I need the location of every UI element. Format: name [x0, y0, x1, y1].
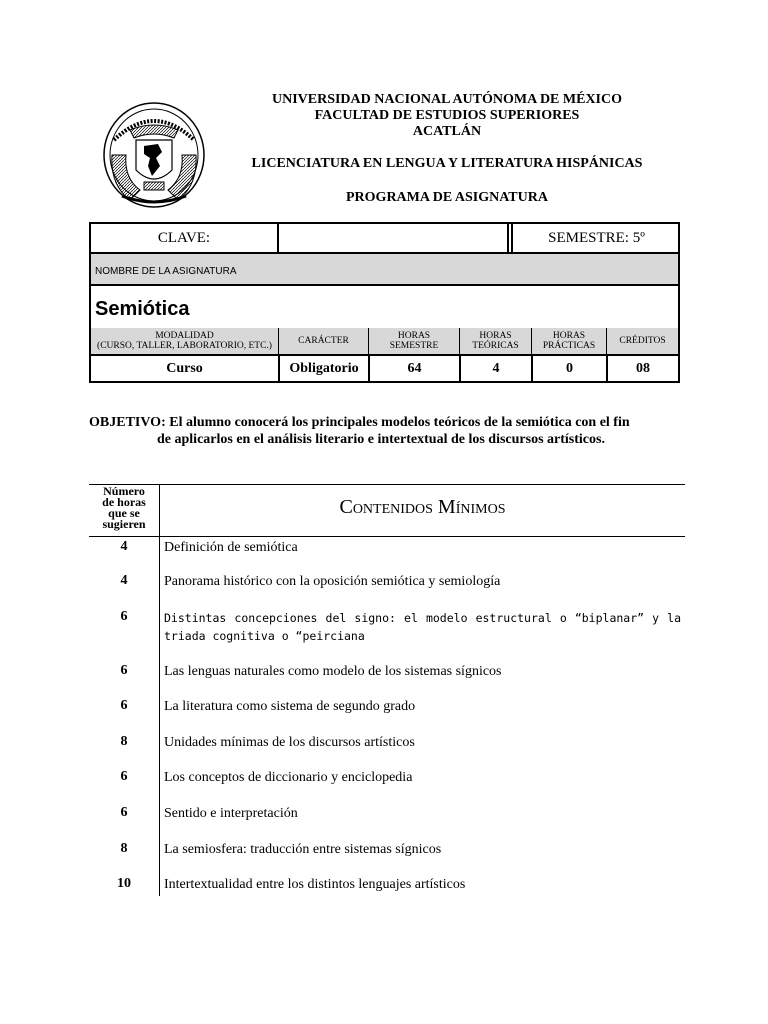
contents-top-rule — [89, 484, 685, 485]
horas-semestre-value: 64 — [368, 356, 459, 381]
contents-title: Contenidos Mínimos — [339, 496, 506, 518]
horas-semestre-header-line1: HORAS — [397, 331, 431, 341]
row-hours: 6 — [120, 805, 128, 820]
university-name: UNIVERSIDAD NACIONAL AUTÓNOMA DE MÉXICO — [271, 92, 623, 107]
course-info-table — [89, 222, 680, 383]
horas-teoricas-header-line1: HORAS — [479, 331, 512, 341]
modalidad-header-line1: MODALIDAD — [155, 331, 214, 341]
caracter-header — [278, 328, 368, 354]
row-hours: 4 — [120, 539, 128, 554]
row-topic: Los conceptos de diccionario y enciclopedia — [164, 770, 413, 785]
clave-row — [91, 224, 678, 254]
horas-practicas-header — [531, 328, 606, 354]
row-hours: 6 — [120, 663, 128, 678]
horas-semestre-header-line2: SEMESTRE — [389, 341, 439, 351]
objetivo-paragraph — [89, 414, 685, 448]
row-topic: Intertextualidad entre los distintos lenguajes artísticos — [164, 877, 466, 892]
row-hours: 6 — [120, 698, 128, 713]
caracter-header-text: CARÁCTER — [298, 336, 349, 346]
hours-header-line3: que se — [108, 506, 140, 520]
university-seal-icon — [100, 100, 208, 210]
modalidad-header — [91, 328, 278, 354]
clave-label: CLAVE: — [91, 224, 279, 252]
nombre-row — [91, 254, 678, 286]
contents-column-divider — [159, 484, 160, 896]
horas-teoricas-value: 4 — [459, 356, 531, 381]
hours-header-line4: sugieren — [102, 517, 146, 531]
clave-value — [279, 224, 509, 252]
horas-practicas-header-line2: PRÁCTICAS — [542, 341, 596, 351]
row-topic: Definición de semiótica — [164, 540, 298, 555]
nombre-label: NOMBRE DE LA ASIGNATURA — [95, 266, 237, 277]
hours-header-line1: Número — [103, 484, 145, 498]
program-title: PROGRAMA DE ASIGNATURA — [346, 190, 548, 205]
row-topic: Distintas concepciones del signo: el modelo estructural o “biplanar” y la triada cognitiva o “peirciana — [164, 611, 681, 643]
creditos-value: 08 — [606, 356, 678, 381]
row-hours: 6 — [120, 769, 128, 784]
row-topic: La semiosfera: traducción entre sistemas sígnicos — [164, 842, 442, 857]
horas-practicas-value: 0 — [531, 356, 606, 381]
row-topic: Las lenguas naturales como modelo de los sistemas sígnicos — [164, 664, 502, 679]
horas-practicas-header-line1: HORAS — [552, 331, 586, 341]
hours-column-header — [89, 486, 159, 530]
attributes-header-row — [91, 328, 678, 356]
semestre-label: SEMESTRE: 5º — [511, 224, 680, 252]
row-hours: 10 — [117, 876, 131, 891]
attributes-values-row — [91, 356, 678, 381]
objetivo-line1: OBJETIVO: El alumno conocerá los principales modelos teóricos de la semiótica con el fin — [89, 415, 630, 430]
row-hours: 6 — [120, 609, 128, 624]
horas-teoricas-header-line2: TEÓRICAS — [472, 341, 519, 351]
asignatura-row — [91, 286, 678, 328]
caracter-value: Obligatorio — [278, 356, 368, 381]
row-topic: Panorama histórico con la oposición semiótica y semiología — [164, 574, 501, 589]
horas-teoricas-header — [459, 328, 531, 354]
row-topic: La literatura como sistema de segundo grado — [164, 699, 416, 714]
objetivo-line2: de aplicarlos en el análisis literario e intertextual de los discursos artísticos. — [157, 432, 605, 447]
row-topic: Unidades mínimas de los discursos artísticos — [164, 735, 415, 750]
modalidad-header-line2: (CURSO, TALLER, LABORATORIO, ETC.) — [97, 341, 272, 351]
row-hours: 8 — [120, 841, 128, 856]
degree-name: LICENCIATURA EN LENGUA Y LITERATURA HISPÁNICAS — [251, 156, 643, 171]
row-hours: 4 — [120, 573, 128, 588]
campus-name: ACATLÁN — [412, 124, 482, 139]
faculty-name: FACULTAD DE ESTUDIOS SUPERIORES — [314, 108, 580, 123]
creditos-header — [606, 328, 678, 354]
hours-header-line2: de horas — [102, 495, 146, 509]
contents-table — [89, 484, 685, 896]
contents-header-rule — [89, 536, 685, 537]
row-topic: Sentido e interpretación — [164, 806, 298, 821]
horas-semestre-header — [368, 328, 459, 354]
modalidad-value: Curso — [166, 360, 203, 376]
creditos-header-text: CRÉDITOS — [619, 336, 666, 346]
asignatura-name: Semiótica — [95, 298, 190, 320]
row-hours: 8 — [120, 734, 128, 749]
